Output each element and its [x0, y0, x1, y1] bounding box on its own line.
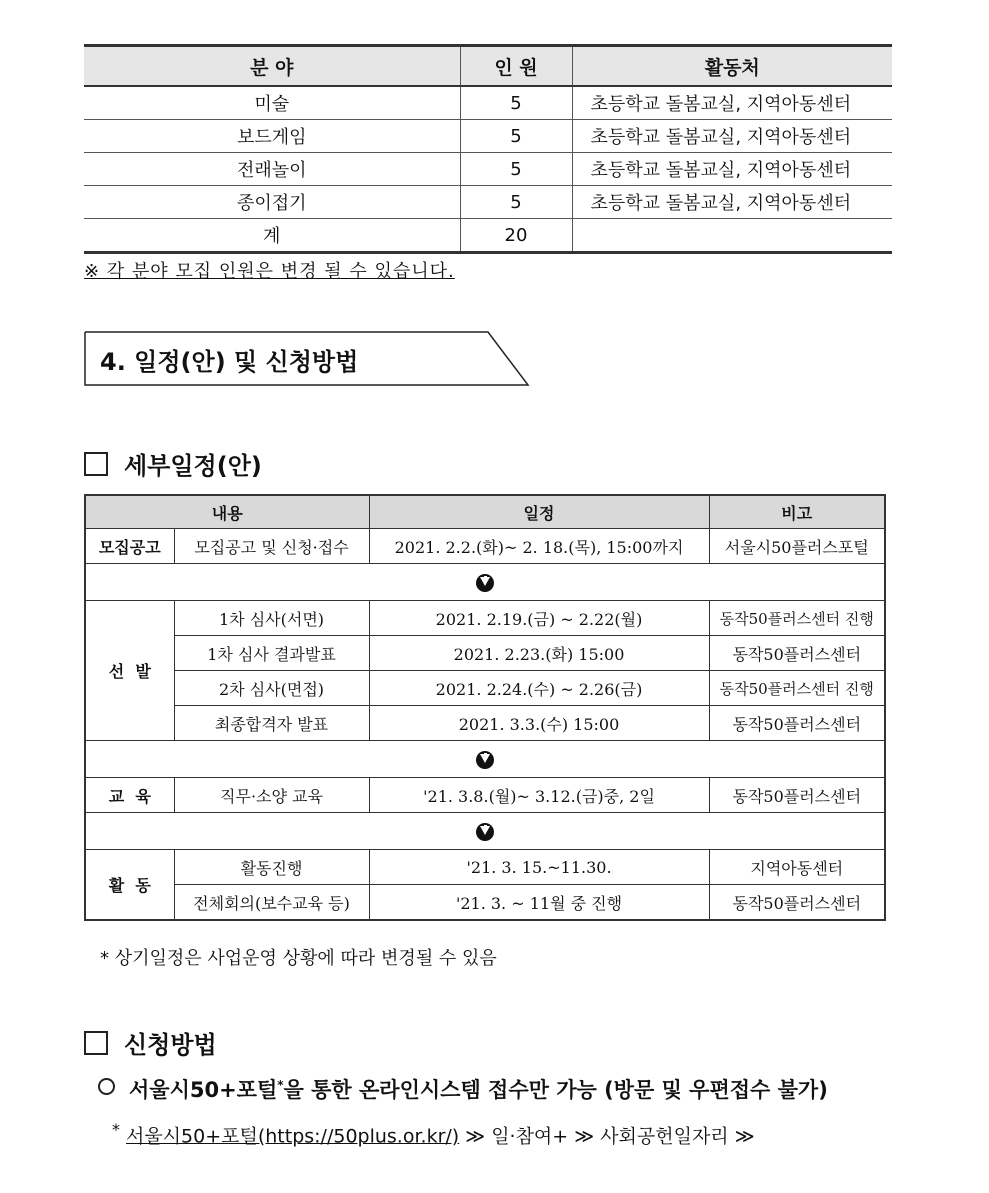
down-arrow-icon	[476, 574, 494, 592]
place-cell: 초등학교 돌봄교실, 지역아동센터	[572, 120, 892, 153]
portal-link[interactable]: 서울시50+포털(https://50plus.or.kr/)	[125, 1125, 460, 1148]
arrow-row	[85, 813, 885, 850]
section-heading	[84, 331, 530, 386]
arrow-row	[85, 741, 885, 778]
schedule-footnote: * 상기일정은 사업운영 상황에 따라 변경될 수 있음	[100, 948, 497, 969]
path-star: *	[112, 1120, 120, 1139]
item-cell: 활동진행	[174, 850, 369, 885]
apply-main	[98, 1074, 828, 1104]
apply-subtitle	[84, 1025, 217, 1060]
date-cell: '21. 3.8.(월)~ 3.12.(금)중, 2일	[369, 778, 709, 813]
place-cell: 초등학교 돌봄교실, 지역아동센터	[572, 86, 892, 120]
date-cell: '21. 3. ~ 11월 중 진행	[369, 885, 709, 921]
checkbox-square-icon	[84, 452, 108, 476]
apply-path	[112, 1120, 755, 1148]
col-header-field: 분 야	[84, 46, 460, 87]
note-cell: 동작50플러스센터 진행	[709, 601, 885, 636]
field-cell: 종이접기	[84, 186, 460, 219]
table-row	[85, 671, 885, 706]
table-header-row	[85, 495, 885, 529]
table-row	[84, 186, 892, 219]
table-row	[84, 86, 892, 120]
item-cell: 전체회의(보수교육 등)	[174, 885, 369, 921]
category-recruit: 모집공고	[85, 529, 174, 564]
count-cell: 5	[460, 86, 572, 120]
note-cell: 동작50플러스센터 진행	[709, 671, 885, 706]
item-cell: 1차 심사(서면)	[174, 601, 369, 636]
table-row	[85, 885, 885, 921]
down-arrow-icon	[476, 823, 494, 841]
note-cell: 서울시50플러스포털	[709, 529, 885, 564]
table-row	[84, 153, 892, 186]
item-cell: 직무·소양 교육	[174, 778, 369, 813]
category-activity: 활 동	[85, 850, 174, 921]
table-row	[85, 706, 885, 741]
apply-text: 을 통한 온라인시스템 접수만 가능 (방문 및 우편접수 불가)	[283, 1078, 828, 1102]
note-cell: 지역아동센터	[709, 850, 885, 885]
section-title: 4. 일정(안) 및 신청방법	[100, 348, 359, 376]
table-row	[85, 529, 885, 564]
col-header-content: 내용	[85, 495, 369, 529]
empty-cell	[572, 219, 892, 253]
apply-portal: 서울시50+포털	[129, 1078, 278, 1102]
recruit-table	[84, 44, 892, 254]
date-cell: 2021. 2.19.(금) ~ 2.22(월)	[369, 601, 709, 636]
note-cell: 동작50플러스센터	[709, 778, 885, 813]
place-cell: 초등학교 돌봄교실, 지역아동센터	[572, 153, 892, 186]
count-cell: 5	[460, 186, 572, 219]
count-cell: 5	[460, 153, 572, 186]
table-row	[84, 120, 892, 153]
place-cell: 초등학교 돌봄교실, 지역아동센터	[572, 186, 892, 219]
field-cell: 전래놀이	[84, 153, 460, 186]
table-header-row	[84, 46, 892, 87]
col-header-date: 일정	[369, 495, 709, 529]
item-cell: 모집공고 및 신청·접수	[174, 529, 369, 564]
arrow-row	[85, 564, 885, 601]
apply-subtitle-text: 신청방법	[124, 1031, 217, 1059]
col-header-place: 활동처	[572, 46, 892, 87]
note-cell: 동작50플러스센터	[709, 706, 885, 741]
schedule-table	[84, 494, 886, 921]
date-cell: 2021. 2.24.(수) ~ 2.26(금)	[369, 671, 709, 706]
recruit-note: ※ 각 분야 모집 인원은 변경 될 수 있습니다.	[84, 261, 455, 282]
table-row	[85, 850, 885, 885]
bullet-circle-icon	[98, 1078, 115, 1095]
total-count: 20	[460, 219, 572, 253]
apply-sup: *	[277, 1078, 284, 1092]
field-cell: 미술	[84, 86, 460, 120]
schedule-subtitle	[84, 446, 262, 481]
date-cell: '21. 3. 15.~11.30.	[369, 850, 709, 885]
count-cell: 5	[460, 120, 572, 153]
date-cell: 2021. 3.3.(수) 15:00	[369, 706, 709, 741]
down-arrow-icon	[476, 751, 494, 769]
total-label: 계	[84, 219, 460, 253]
table-row	[85, 636, 885, 671]
category-selection: 선 발	[85, 601, 174, 741]
item-cell: 1차 심사 결과발표	[174, 636, 369, 671]
checkbox-square-icon	[84, 1031, 108, 1055]
col-header-count: 인 원	[460, 46, 572, 87]
col-header-note: 비고	[709, 495, 885, 529]
total-row	[84, 219, 892, 253]
table-row	[85, 601, 885, 636]
item-cell: 2차 심사(면접)	[174, 671, 369, 706]
date-cell: 2021. 2.23.(화) 15:00	[369, 636, 709, 671]
date-cell: 2021. 2.2.(화)~ 2. 18.(목), 15:00까지	[369, 529, 709, 564]
field-cell: 보드게임	[84, 120, 460, 153]
item-cell: 최종합격자 발표	[174, 706, 369, 741]
note-cell: 동작50플러스센터	[709, 885, 885, 921]
note-cell: 동작50플러스센터	[709, 636, 885, 671]
menu-path: ≫ 일·참여+ ≫ 사회공헌일자리 ≫	[459, 1125, 755, 1148]
schedule-subtitle-text: 세부일정(안)	[124, 452, 262, 480]
table-row	[85, 778, 885, 813]
category-education: 교 육	[85, 778, 174, 813]
